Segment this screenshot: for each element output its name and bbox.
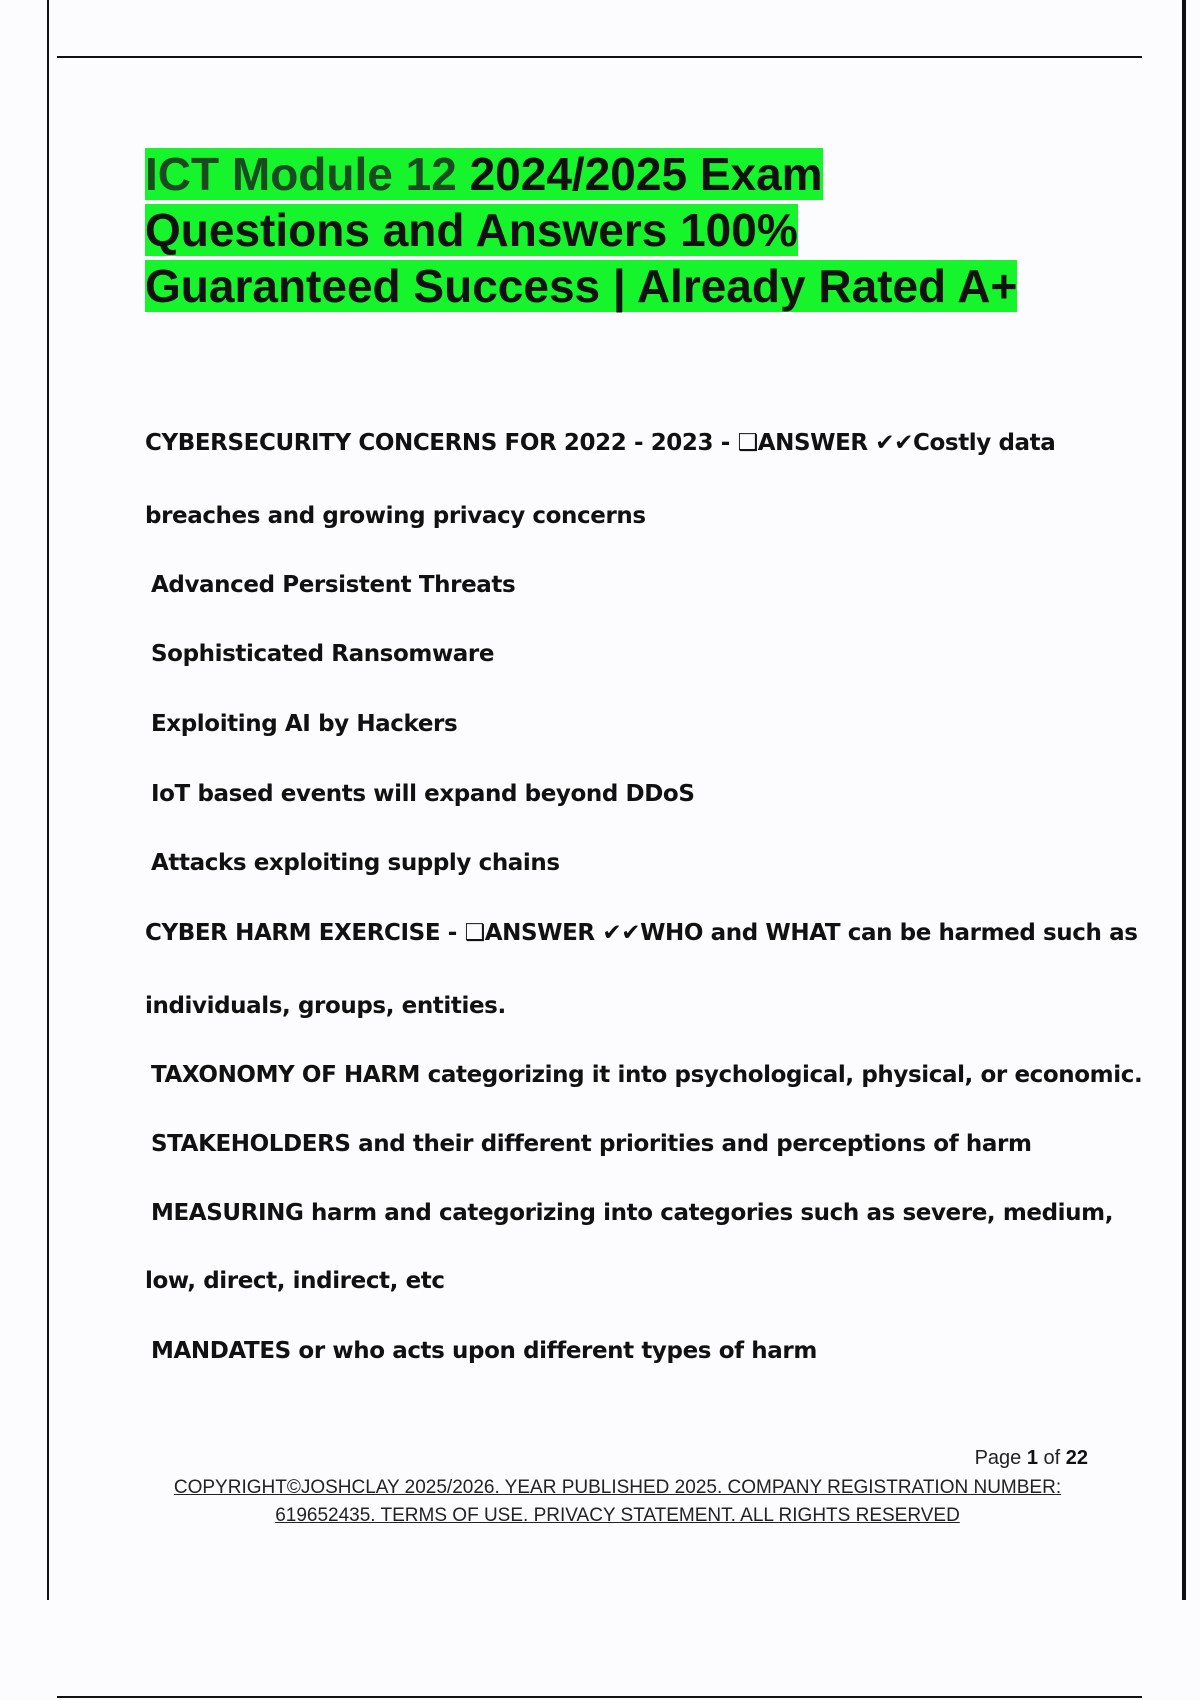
- footer-rule: [57, 1696, 1142, 1698]
- question-line: CYBERSECURITY CONCERNS FOR 2022 - 2023 - ❑ANSWER ✔✔Costly data: [145, 430, 1056, 456]
- answer-line: Advanced Persistent Threats: [151, 572, 516, 598]
- answer-line: TAXONOMY OF HARM categorizing it into psychological, physical, or economic.: [151, 1062, 1143, 1088]
- page-current: 1: [1026, 1447, 1038, 1469]
- answer-line: Attacks exploiting supply chains: [151, 850, 560, 876]
- copyright-notice: [150, 1474, 1085, 1530]
- answer-line: IoT based events will expand beyond DDoS: [151, 781, 695, 807]
- question-line: CYBER HARM EXERCISE - ❑ANSWER ✔✔WHO and WHAT can be harmed such as: [145, 920, 1138, 946]
- title-line-2: Questions and Answers 100%: [145, 204, 798, 256]
- header-rule: [57, 56, 1142, 58]
- answer-line: Sophisticated Ransomware: [151, 641, 495, 667]
- copyright-line-1: COPYRIGHT©JOSHCLAY 2025/2026. YEAR PUBLISHED 2025. COMPANY REGISTRATION NUMBER:: [173, 1477, 1062, 1498]
- answer-line: MANDATES or who acts upon different types of harm: [151, 1338, 817, 1364]
- title-part-2: 2024/2025 Exam: [469, 148, 823, 200]
- copyright-line-2: 619652435. TERMS OF USE. PRIVACY STATEMENT. ALL RIGHTS RESERVED: [275, 1505, 960, 1526]
- answer-line: individuals, groups, entities.: [145, 993, 506, 1019]
- answer-line: MEASURING harm and categorizing into categories such as severe, medium,: [151, 1200, 1114, 1226]
- page-right-border: [1182, 0, 1186, 1600]
- page-of: of: [1037, 1447, 1066, 1469]
- page-number: [975, 1447, 1088, 1470]
- answer-line: Exploiting AI by Hackers: [151, 711, 458, 737]
- page-total: 22: [1065, 1447, 1088, 1469]
- title-part-1: ICT Module 12: [145, 148, 457, 200]
- document-title: [145, 146, 1105, 314]
- page-prefix: Page: [974, 1447, 1027, 1469]
- answer-line: low, direct, indirect, etc: [145, 1268, 445, 1294]
- answer-line: STAKEHOLDERS and their different priorities and perceptions of harm: [151, 1131, 1032, 1157]
- title-line-3: Guaranteed Success | Already Rated A+: [145, 260, 1018, 312]
- page-left-border: [47, 0, 49, 1600]
- answer-line: breaches and growing privacy concerns: [145, 503, 646, 529]
